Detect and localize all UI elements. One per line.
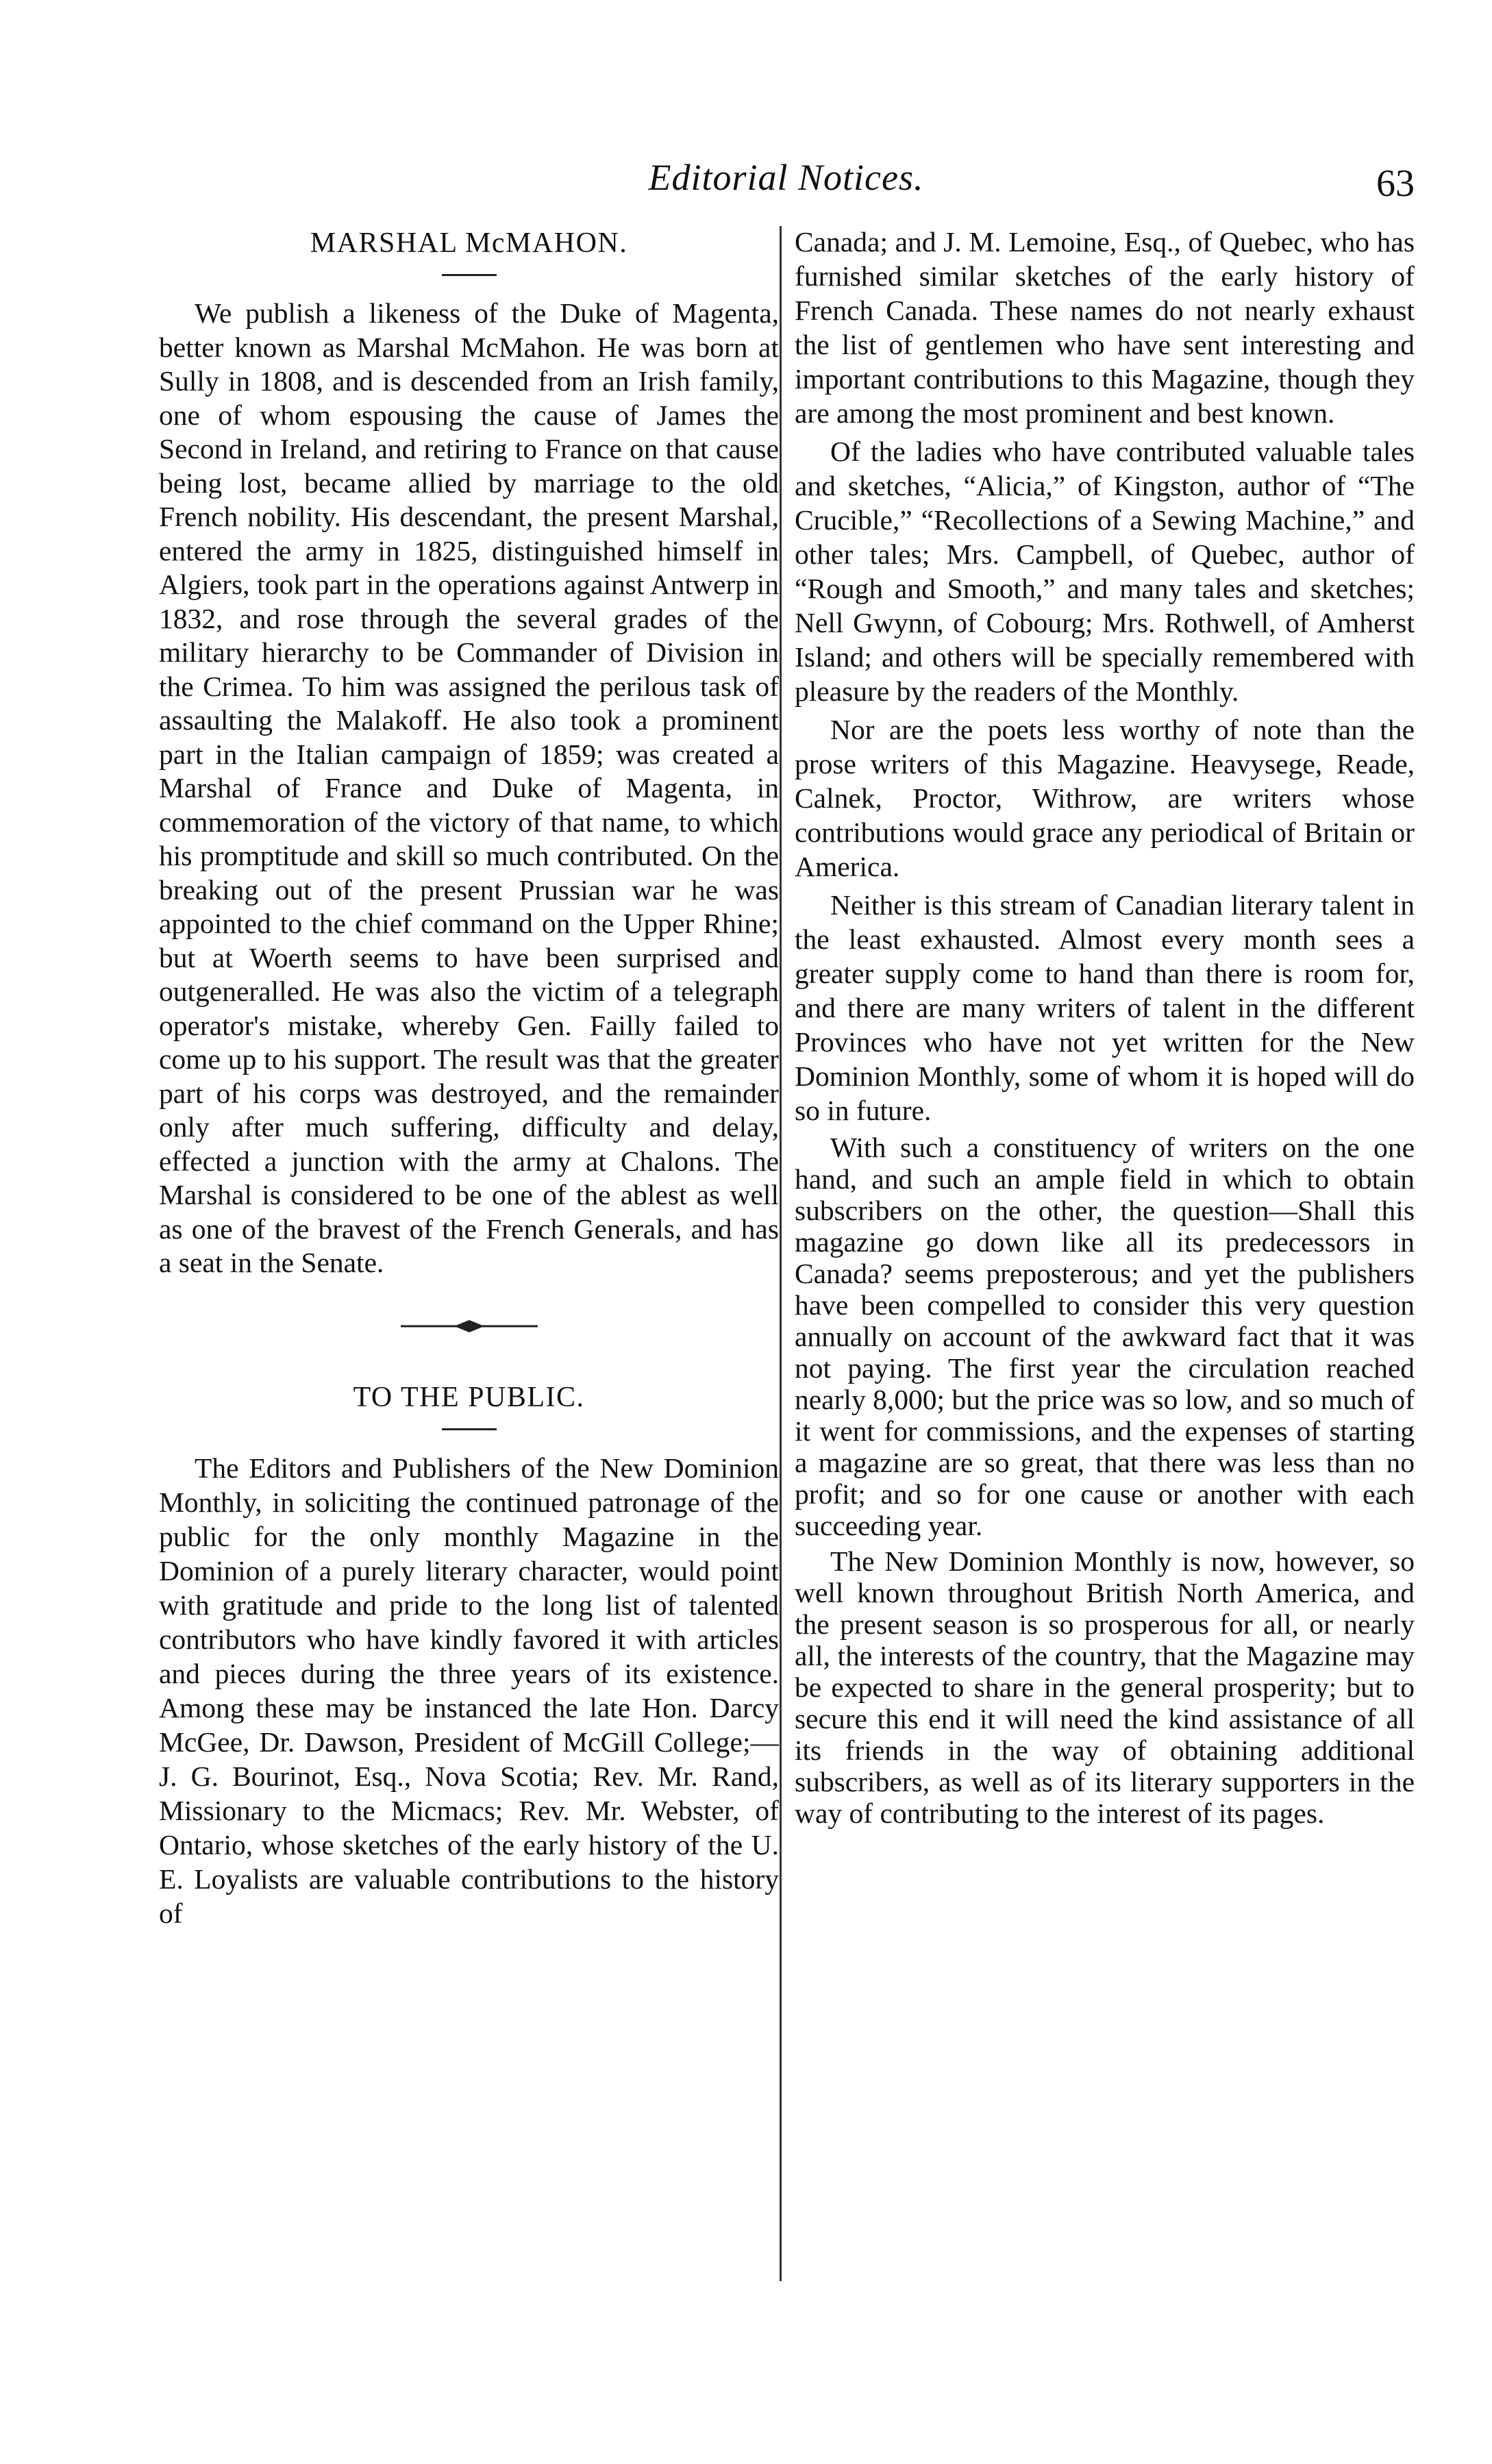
title-rule	[442, 274, 497, 276]
paragraph: Neither is this stream of Canadian literary talent in the least exhausted. Almost every month sees a greater supply come to hand than there is room for, and there are many writers of talent in the different Provinces who have not yet written for the New Dominion Monthly, some of whom it is hoped will do so in future.	[795, 889, 1415, 1126]
paragraph: With such a constituency of writers on the one hand, and such an ample field in which to obtain subscribers on the other, the question—Shall this magazine go down like all its predecessors in Canada? seems preposterous; and yet the publishers have been compelled to consider this very question annually on account of the awkward fact that it was not paying. The first year the circulation reached nearly 8,000; but the price was so low, and so much of it went for commissions, and the expenses of starting a magazine are so great, that there was less than no profit; and so for one cause or another with each succeeding year.	[795, 1132, 1415, 1541]
title-rule	[442, 1428, 497, 1430]
paragraph: We publish a likeness of the Duke of Magenta, better known as Marshal McMahon. He was born at Sully in 1808, and is descended from an Irish family, one of whom espousing the cause of James the Second in Ireland, and retiring to France on that cause being lost, became allied by marriage to the old French nobility. His descendant, the present Marshal, entered the army in 1825, distinguished himself in Algiers, took part in the operations against Antwerp in 1832, and rose through the several grades of the military hierarchy to be Commander of Division in the Crimea. To him was assigned the perilous task of assaulting the Malakoff. He also took a prominent part in the Italian campaign of 1859; was created a Marshal of France and Duke of Magenta, in commemoration of the victory of that name, to which his promptitude and skill so much contributed. On the breaking out of the present Prussian war he was appointed to the chief command on the Upper Rhine; but at Woerth seems to have been surprised and outgeneralled. He was also the victim of a telegraph operator's mistake, whereby Gen. Failly failed to come up to his support. The result was that the greater part of his corps was destroyed, and the remainder only after much suffering, difficulty and delay, effected a junction with the army at Chalons. The Marshal is considered to be one of the ablest as well as one of the bravest of the French Generals, and has a seat in the Senate.	[159, 297, 779, 1278]
left-column	[159, 225, 779, 1930]
paragraph: The Editors and Publishers of the New Dominion Monthly, in soliciting the continued patronage of the public for the only monthly Magazine in the Dominion of a purely literary character, would point with gratitude and pride to the long list of talented contributors who have kindly favored it with articles and pieces during the three years of its existence. Among these may be instanced the late Hon. Darcy McGee, Dr. Dawson, President of McGill College;—J. G. Bourinot, Esq., Nova Scotia; Rev. Mr. Rand, Missionary to the Micmacs; Rev. Mr. Webster, of Ontario, whose sketches of the early history of the U. E. Loyalists are valuable contributions to the history of	[159, 1452, 779, 1929]
section-title-public: TO THE PUBLIC.	[353, 1381, 585, 1413]
paragraph: Nor are the poets less worthy of note than the prose writers of this Magazine. Heavysege, Reade, Calnek, Proctor, Withrow, are writers whose contributions would grace any periodical of Britain or America.	[795, 714, 1415, 882]
right-column	[795, 225, 1415, 1829]
page-header	[158, 156, 1415, 211]
column-divider	[780, 226, 782, 2281]
paragraph: The New Dominion Monthly is now, however, so well known throughout British North America, and the present season is so prosperous for all, or nearly all, the interests of the country, that the Magazine may be expected to share in the general prosperity; but to secure this end it will need the kind assistance of all its friends in the way of obtaining additional subscribers, as well as of its literary supporters in the way of contributing to the interest of its pages.	[795, 1545, 1415, 1829]
paragraph-continued: Canada; and J. M. Lemoine, Esq., of Quebec, who has furnished similar sketches of the early history of French Canada. These names do not nearly exhaust the list of gentlemen who have sent interesting and important contributions to this Magazine, though they are among the most prominent and best known.	[795, 226, 1415, 429]
section-ornament	[387, 1315, 551, 1338]
paragraph: Of the ladies who have contributed valuable tales and sketches, “Alicia,” of Kingston, author of “The Crucible,” “Recollections of a Sewing Machine,” and other tales; Mrs. Campbell, of Quebec, author of “Rough and Smooth,” and many tales and sketches; Nell Gwynn, of Cobourg; Mrs. Rothwell, of Amherst Island; and others will be specially remembered with pleasure by the readers of the Monthly.	[795, 436, 1415, 707]
section-title-mcmahon: MARSHAL McMAHON.	[310, 227, 628, 259]
running-title: Editorial Notices.	[648, 157, 924, 198]
page-number: 63	[1376, 162, 1415, 205]
